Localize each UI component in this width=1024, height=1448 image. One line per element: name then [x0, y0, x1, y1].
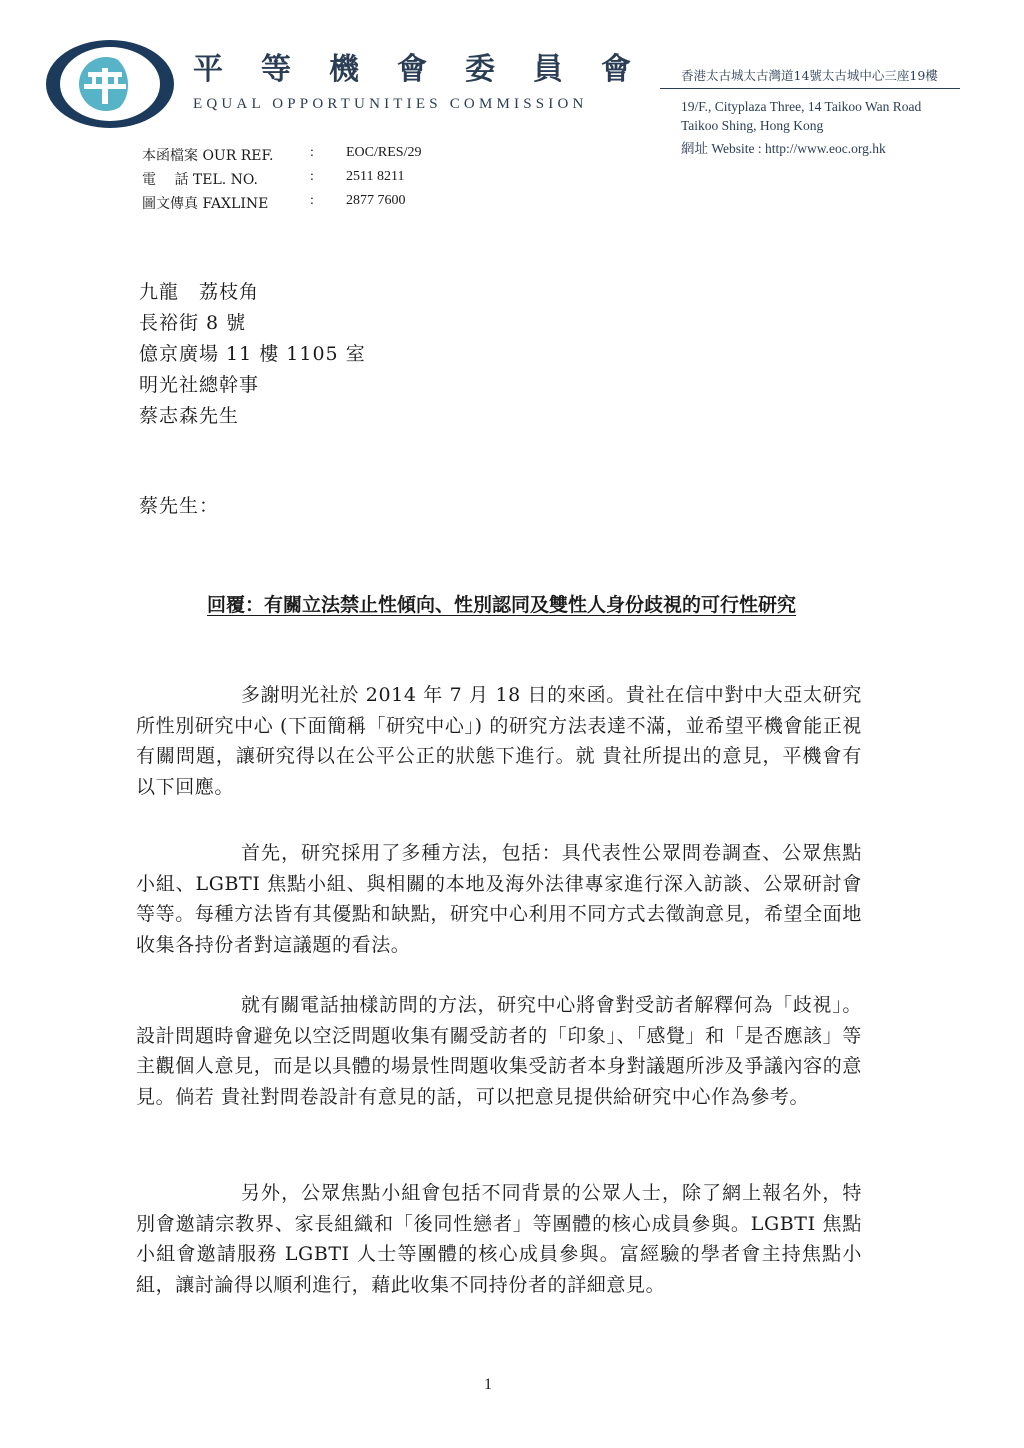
tel-value: 2511 8211 [346, 169, 405, 184]
website: 網址 Website : http://www.eoc.org.hk [681, 141, 886, 156]
tel-label: 電 話 TEL. NO. [142, 172, 259, 188]
our-ref-value: EOC/RES/29 [346, 145, 422, 160]
org-name-en: EQUAL OPPORTUNITIES COMMISSION [193, 96, 588, 112]
our-ref-colon: : [310, 145, 314, 160]
fax-colon: : [310, 193, 314, 208]
recipient-line: 蔡志森先生 [139, 405, 240, 427]
recipient-line: 明光社總幹事 [139, 374, 260, 396]
page-number: 1 [484, 1376, 492, 1393]
recipient-line: 九龍 荔枝角 [139, 281, 260, 303]
body-paragraph: 首先，研究採用了多種方法，包括：具代表性公眾問卷調查、公眾焦點小組、LGBTI 焦點小組、與相關的本地及海外法律專家進行深入訪談、公眾研討會等等。每種方法皆有其優點和缺點，研究中心利用不同方式去徵詢意見，希望全面地收集各持份者對這議題的看法。 [136, 842, 862, 956]
address-zh: 香港太古城太古灣道14號太古城中心三座19樓 [681, 68, 938, 83]
body-paragraph: 就有關電話抽樣訪問的方法，研究中心將會對受訪者解釋何為「歧視」。設計問題時會避免以空泛問題收集有關受訪者的「印象」、「感覺」和「是否應該」等主觀個人意見，而是以具體的場景性問題收集受訪者本身對議題所涉及爭議內容的意見。倘若 貴社對問卷設計有意見的話，可以把意見提供給研究中心作為參考。 [136, 994, 862, 1108]
fax-value: 2877 7600 [346, 193, 406, 208]
body-paragraph: 另外，公眾焦點小組會包括不同背景的公眾人士，除了網上報名外，特別會邀請宗教界、家長組織和「後同性戀者」等團體的核心成員參與。LGBTI 焦點小組會邀請服務 LGBTI 人士等團體的核心成員參與。富經驗的學者會主持焦點小組，讓討論得以順利進行，藉此收集不同持份者的詳細意見。 [136, 1182, 862, 1296]
address-en-line2: Taikoo Shing, Hong Kong [681, 118, 824, 133]
eoc-logo [44, 38, 176, 130]
letterhead-divider [660, 88, 960, 89]
fax-label: 圖文傳真 FAXLINE [142, 196, 269, 212]
body-paragraph: 多謝明光社於 2014 年 7 月 18 日的來函。貴社在信中對中大亞太研究所性別研究中心 (下面簡稱「研究中心」) 的研究方法表達不滿，並希望平機會能正視有關問題，讓研究得以在公平公正的狀態下進行。就 貴社所提出的意見，平機會有以下回應。 [136, 684, 862, 798]
address-en-line1: 19/F., Cityplaza Three, 14 Taikoo Wan Road [681, 99, 922, 114]
tel-colon: : [310, 169, 314, 184]
subject-line: 回覆：有關立法禁止性傾向、性別認同及雙性人身份歧視的可行性研究 [207, 594, 797, 616]
recipient-line: 億京廣場 11 樓 1105 室 [139, 343, 366, 365]
org-name-zh: 平等機會委員會 [193, 52, 669, 87]
our-ref-label: 本函檔案 OUR REF. [142, 148, 274, 164]
salutation: 蔡先生： [139, 495, 220, 517]
recipient-line: 長裕街 8 號 [139, 312, 247, 334]
